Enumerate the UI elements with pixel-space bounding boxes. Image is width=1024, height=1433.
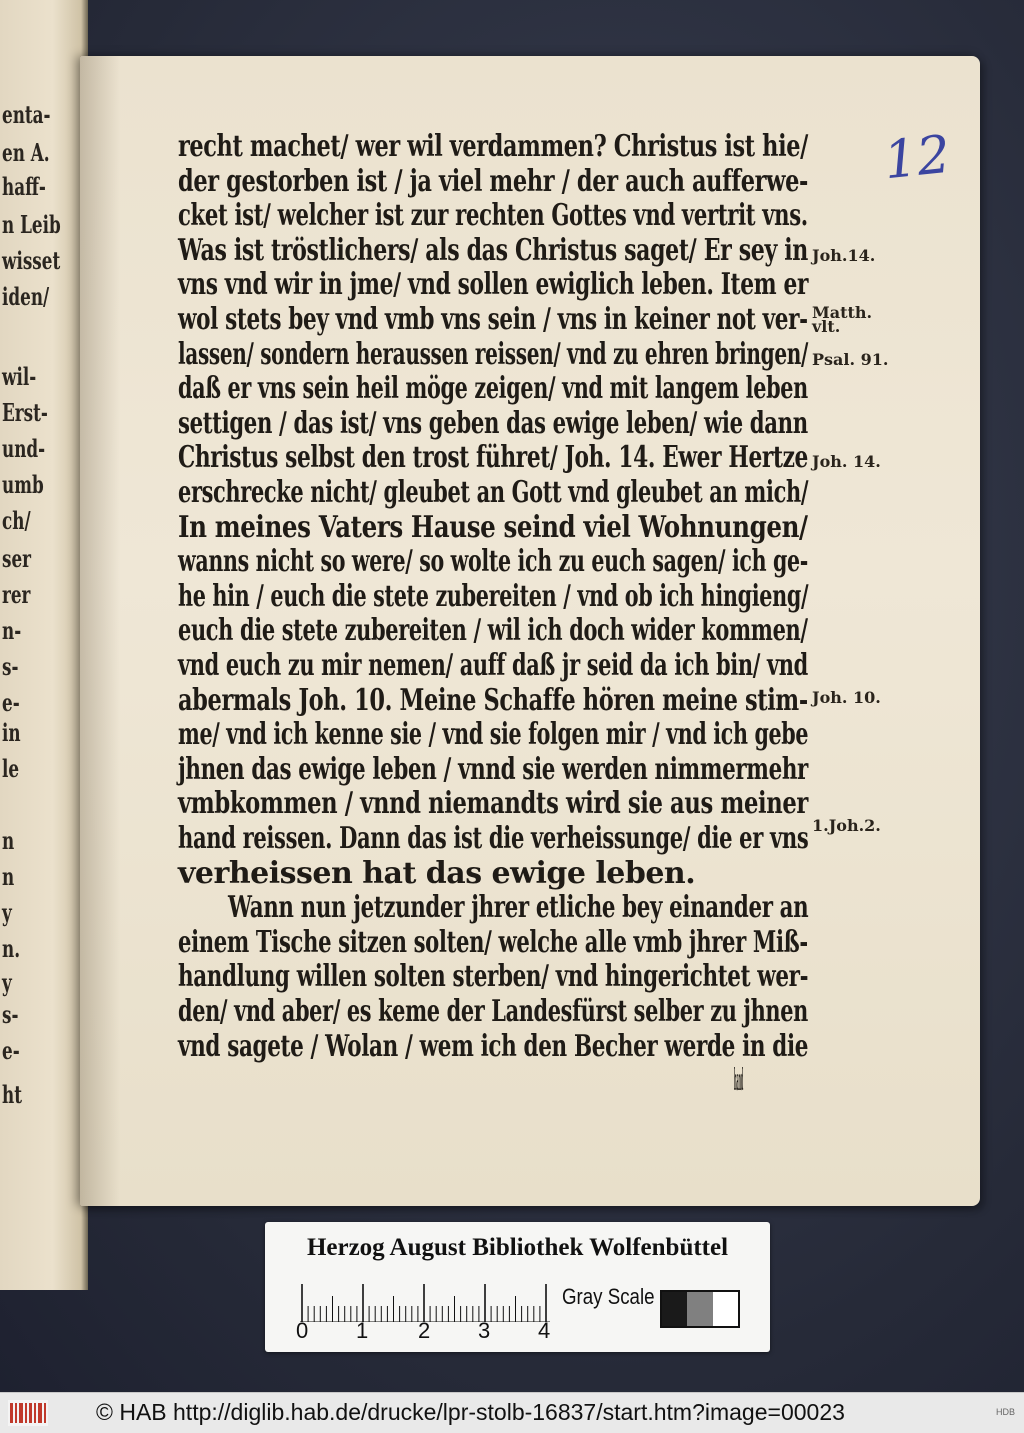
text-line: Christus selbst den trost führet/ Joh. 14. Ewer Hertze bbox=[178, 440, 808, 476]
left-page-fragment: n bbox=[2, 826, 15, 855]
text-line: recht machet/ wer wil verdammen? Christus ist hie/ bbox=[178, 129, 808, 164]
text-line: In meines Vaters Hause seind viel Wohnungen/ bbox=[178, 509, 808, 545]
left-page-fragment: ch/ bbox=[2, 506, 31, 535]
text-line: den/ vnd aber/ es keme der Landesfürst selber zu jhnen bbox=[178, 994, 808, 1029]
text-line: me/ vnd ich kenne sie / vnd sie folgen mir / vnd ich gebe bbox=[178, 717, 809, 753]
barcode-icon bbox=[8, 1400, 48, 1426]
text-line: vnd euch zu mir nemen/ auff daß jr seid da ich bin/ vnd bbox=[178, 648, 808, 683]
footer-bar bbox=[0, 1392, 1024, 1433]
text-line: lassen/ sondern heraussen reissen/ vnd zu ehren bringen/ bbox=[178, 336, 809, 372]
margin-note: Psal. 91. bbox=[812, 350, 889, 369]
left-page-fragment: in bbox=[2, 718, 21, 747]
text-line: einem Tische sitzen solten/ welche alle vmb jhrer Miß- bbox=[178, 924, 808, 960]
ruler-number: 2 bbox=[418, 1318, 431, 1343]
ruler-number: 1 bbox=[356, 1318, 369, 1343]
ruler-number: 3 bbox=[478, 1318, 491, 1343]
left-page-fragment: Erst- bbox=[2, 398, 48, 427]
margin-note: Joh. 14. bbox=[812, 452, 881, 471]
left-page-fragment: haff- bbox=[2, 172, 46, 201]
text-line: Was ist tröstlichers/ als das Christus saget/ Er sey in bbox=[178, 232, 808, 268]
ruler-number: 0 bbox=[296, 1318, 309, 1343]
left-page-fragment: enta- bbox=[2, 100, 51, 129]
text-line: he hin / euch die stete zubereiten / vnd ob ich hingieng/ bbox=[178, 578, 809, 614]
left-page-fragment: y bbox=[2, 968, 12, 997]
left-page-fragment: und- bbox=[2, 434, 46, 463]
left-page-fragment: rer bbox=[2, 580, 31, 609]
scale-ruler bbox=[300, 1282, 550, 1322]
left-page-fragment: le bbox=[2, 754, 20, 783]
text-line: vns vnd wir in jme/ vnd sollen ewiglich leben. Item er bbox=[178, 267, 809, 303]
left-page-fragment: iden/ bbox=[2, 282, 50, 311]
gray-scale-patches bbox=[660, 1290, 740, 1328]
text-line: vmbkommen / vnnd niemandts wird sie aus meiner bbox=[178, 786, 808, 822]
margin-note: Matth. vlt. bbox=[812, 303, 873, 336]
text-line: settigen / das ist/ vns geben das ewige leben/ wie dann bbox=[178, 405, 808, 441]
left-page-fragment: wisset bbox=[2, 246, 61, 275]
left-page-fragment: n bbox=[2, 862, 15, 891]
left-page-fragment: wil- bbox=[2, 362, 37, 391]
text-line: der gestorben ist / ja viel mehr / der auch aufferwe- bbox=[178, 163, 808, 199]
left-page-fragment: e- bbox=[2, 1036, 20, 1065]
footer-mark: HDB bbox=[996, 1407, 1016, 1417]
left-page-fragment: s- bbox=[2, 652, 19, 681]
left-page-fragment: e- bbox=[2, 688, 20, 717]
ruler-number: 4 bbox=[538, 1318, 551, 1343]
left-page-fragment: n- bbox=[2, 616, 22, 645]
left-page-fragment: ser bbox=[2, 544, 32, 573]
gray-patch-black bbox=[662, 1292, 687, 1326]
gray-scale-label: Gray Scale bbox=[562, 1284, 655, 1309]
left-page-fragment: n. bbox=[2, 934, 21, 963]
margin-note: Joh.14. bbox=[812, 246, 876, 265]
text-line: abermals Joh. 10. Meine Schaffe hören meine stim- bbox=[178, 682, 808, 718]
copyright-url: © HAB http://diglib.hab.de/drucke/lpr-stolb-16837/start.htm?image=00023 bbox=[96, 1399, 845, 1425]
folio-number: 12 bbox=[881, 124, 954, 192]
left-page-fragment: umb bbox=[2, 470, 44, 499]
text-line: verheissen hat das ewige leben. bbox=[178, 855, 696, 891]
text-line: Wann nun jetzunder jhrer etliche bey einander an bbox=[228, 890, 809, 926]
gray-patch-white bbox=[713, 1292, 738, 1326]
left-page-fragment: en A. bbox=[2, 138, 50, 167]
text-line: jhnen das ewige leben / vnnd sie werden nimmermehr bbox=[178, 751, 808, 787]
text-line: vnd sagete / Wolan / wem ich den Becher werde in die bbox=[178, 1028, 809, 1064]
page-gutter-shadow bbox=[80, 56, 120, 1206]
facing-page-left bbox=[0, 0, 88, 1290]
text-line: wanns nicht so were/ so wolte ich zu euch sagen/ ich ge- bbox=[178, 544, 808, 580]
text-line: daß er vns sein heil möge zeigen/ vnd mit langem leben bbox=[178, 371, 808, 407]
text-line: hand bbox=[734, 1063, 744, 1099]
text-line: erschrecke nicht/ gleubet an Gott vnd gleubet an mich/ bbox=[178, 475, 809, 510]
text-line: handlung willen solten sterben/ vnd hingerichtet wer- bbox=[178, 959, 809, 995]
text-line: cket ist/ welcher ist zur rechten Gottes vnd vertrit vns. bbox=[178, 198, 808, 234]
left-page-fragment: y bbox=[2, 898, 12, 927]
left-page-fragment: ht bbox=[2, 1080, 22, 1109]
text-line: hand reissen. Dann das ist die verheissunge/ die er vns bbox=[178, 821, 809, 856]
text-line: euch die stete zubereiten / wil ich doch wider kommen/ bbox=[178, 613, 808, 649]
gray-patch-mid bbox=[687, 1292, 712, 1326]
margin-note: Joh. 10. bbox=[812, 688, 881, 707]
library-name: Herzog August Bibliothek Wolfenbüttel bbox=[306, 1234, 729, 1261]
margin-note: 1.Joh.2. bbox=[812, 816, 881, 835]
left-page-fragment: s- bbox=[2, 1000, 19, 1029]
text-line: wol stets bey vnd vmb vns sein / vns in keiner not ver- bbox=[178, 302, 808, 337]
left-page-fragment: n Leib bbox=[2, 210, 61, 239]
